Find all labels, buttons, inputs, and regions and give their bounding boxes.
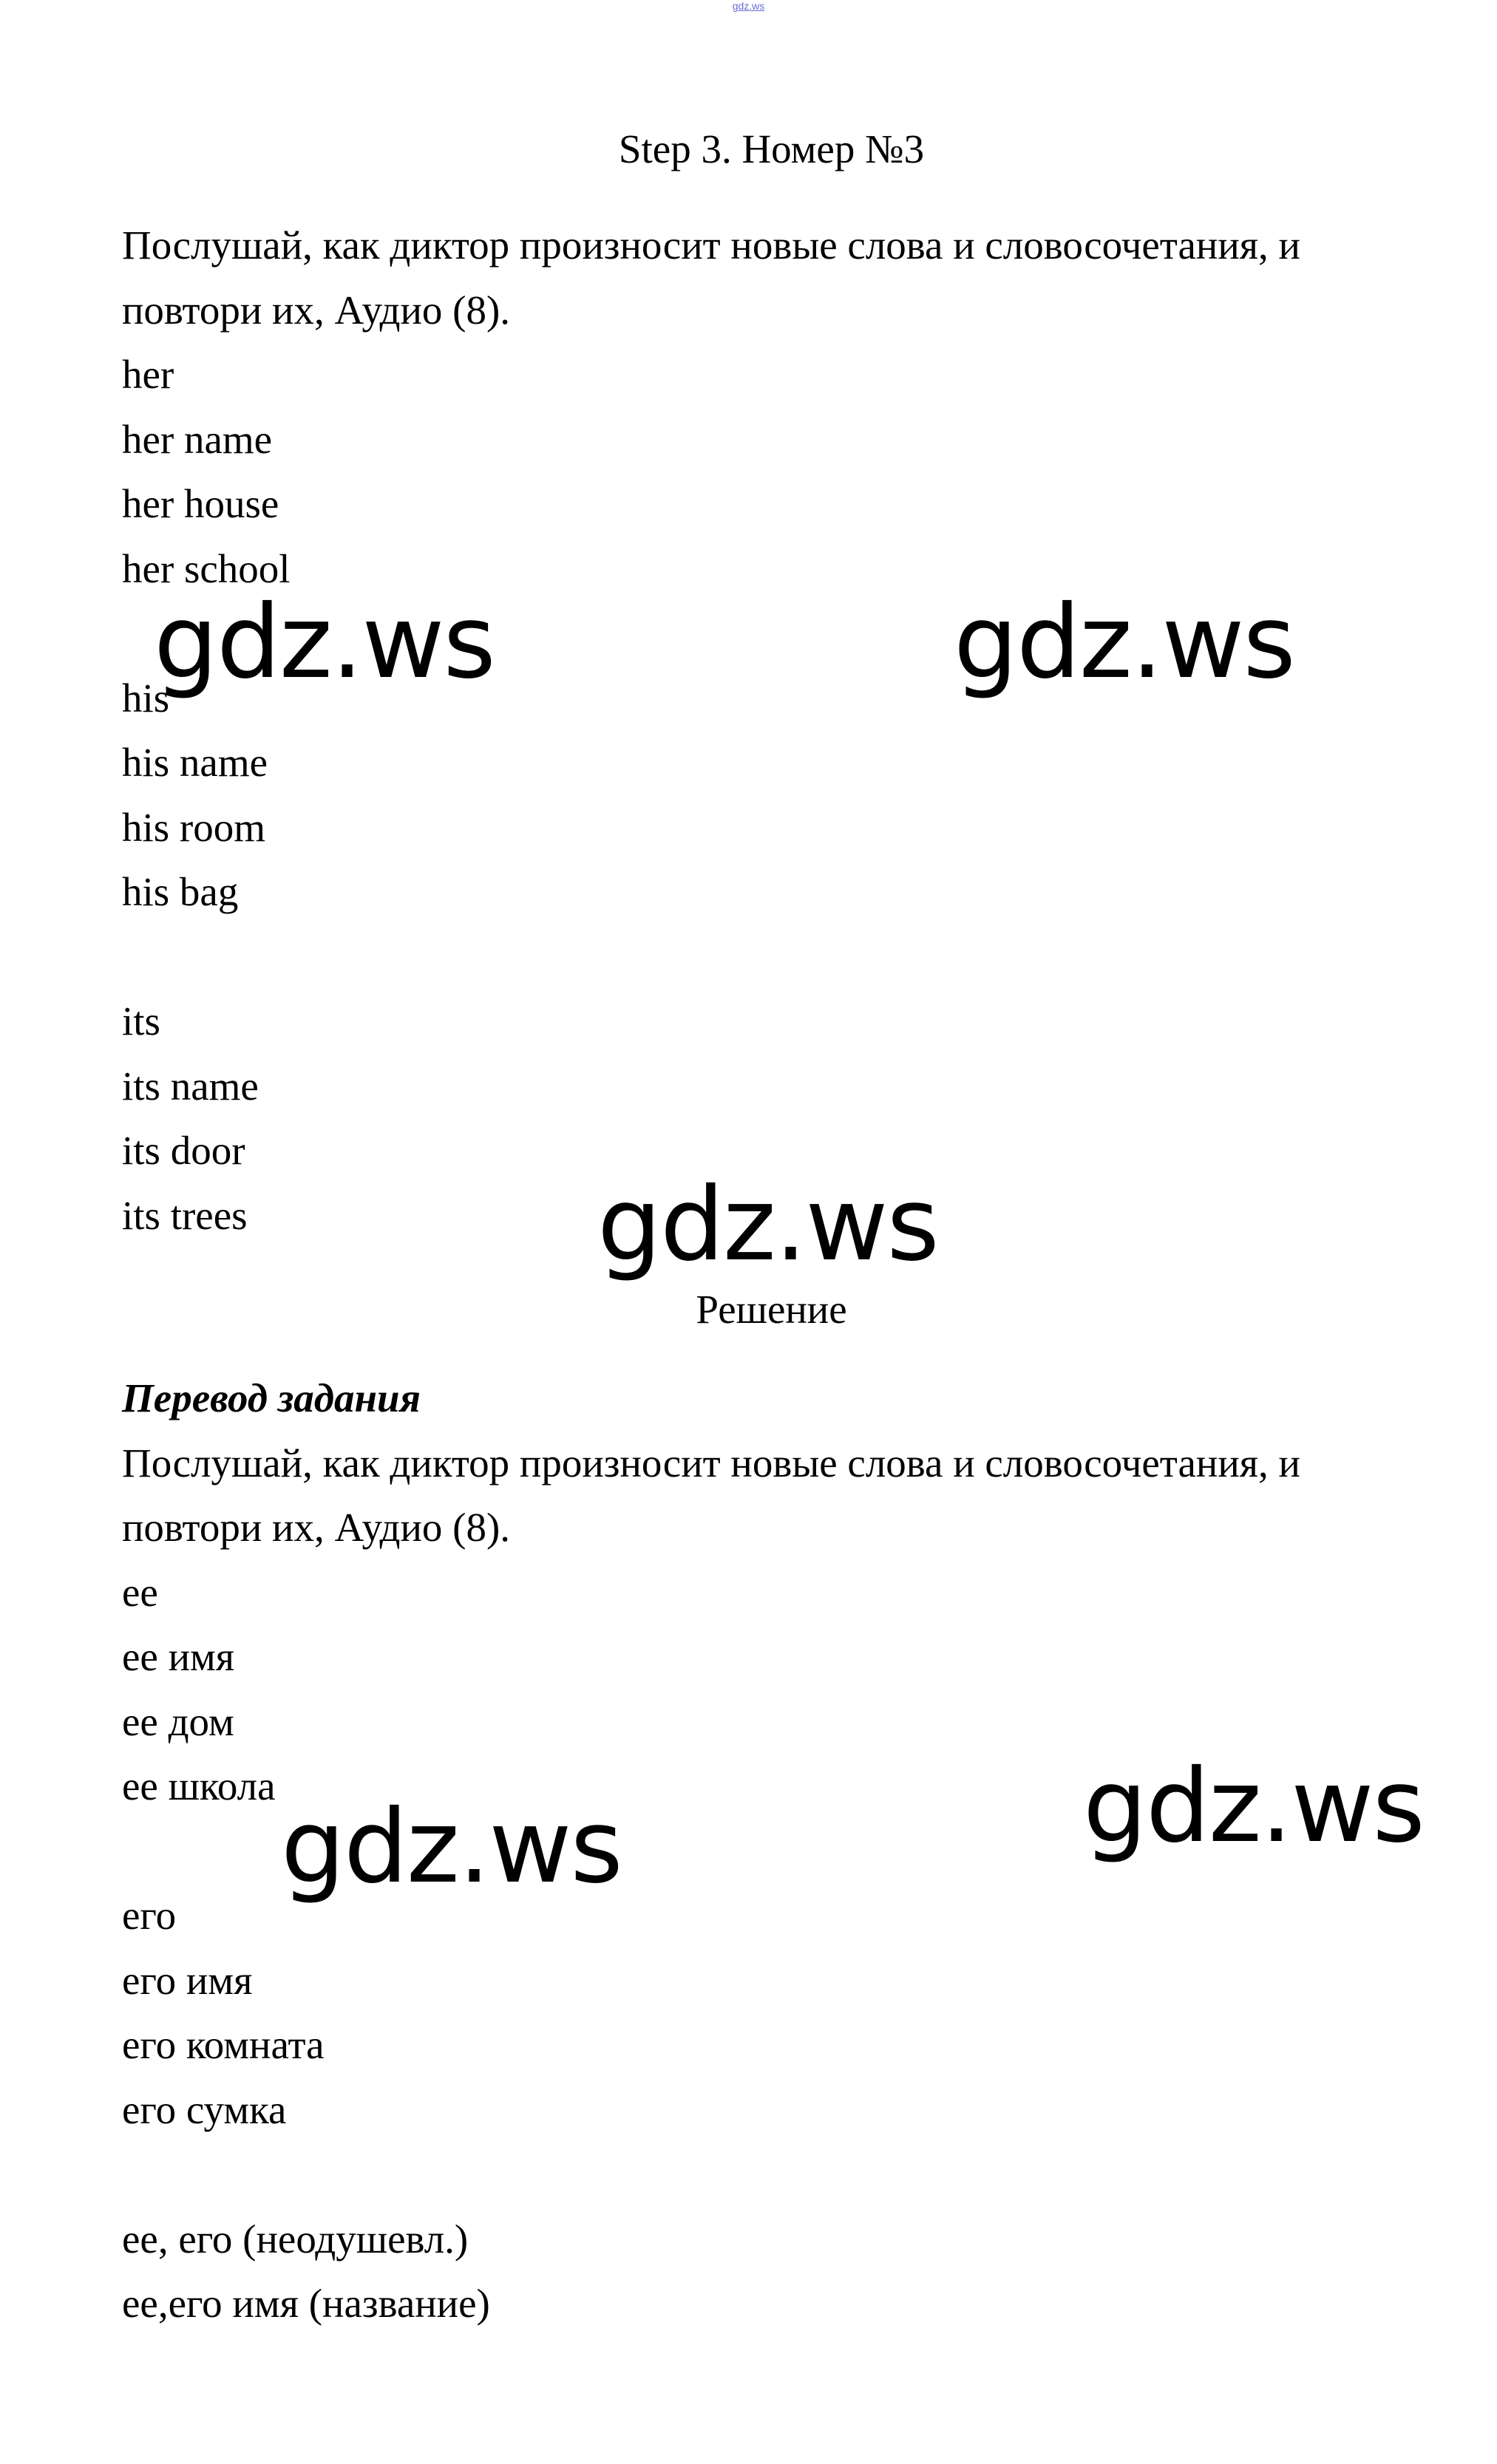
translation-line: Послушай, как диктор произносит новые слова и словосочетания, и [122,1440,1300,1485]
solution-label: Решение [696,1287,847,1332]
task-word: her school [122,545,291,591]
translation-word: его сумка [122,2086,287,2132]
task-word: his bag [122,869,239,914]
translation-word: ее, его (неодушевл.) [122,2216,469,2261]
translation-word: ее,его имя (название) [122,2281,490,2326]
header-watermark-link[interactable]: gdz.ws [732,0,765,12]
translation-line: повтори их, Аудио (8). [122,1505,511,1550]
task-word: its door [122,1128,245,1173]
task-word: his [122,675,170,721]
translation-word: его [122,1893,177,1938]
blank-line [122,2142,1423,2207]
task-line: Послушай, как диктор произносит новые слова и словосочетания, и [122,222,1300,268]
task-line: повтори их, Аудио (8). [122,287,511,333]
task-word: her [122,352,174,397]
translation-word: ее дом [122,1698,234,1744]
task-word: his name [122,740,268,785]
translation-word: его комната [122,2022,325,2067]
watermark: gdz.ws [954,584,1294,701]
blank-line [122,925,1423,990]
translation-heading: Перевод задания [122,1375,421,1420]
translation-word: ее [122,1569,158,1615]
task-word: his room [122,804,266,850]
task-word: its [122,998,160,1044]
translation-word: ее школа [122,1763,276,1808]
task-word: its name [122,1063,259,1109]
watermark: gdz.ws [1083,1748,1424,1865]
translation-word: ее имя [122,1634,235,1679]
task-text [122,213,1423,1248]
task-word: her name [122,416,273,462]
watermark: gdz.ws [281,1789,622,1906]
task-word: its trees [122,1192,248,1238]
task-word: her house [122,481,279,526]
watermark: gdz.ws [597,1166,938,1284]
translation-word: его имя [122,1957,253,2003]
watermark: gdz.ws [154,584,495,701]
page-title: Step 3. Номер №3 [618,126,925,171]
